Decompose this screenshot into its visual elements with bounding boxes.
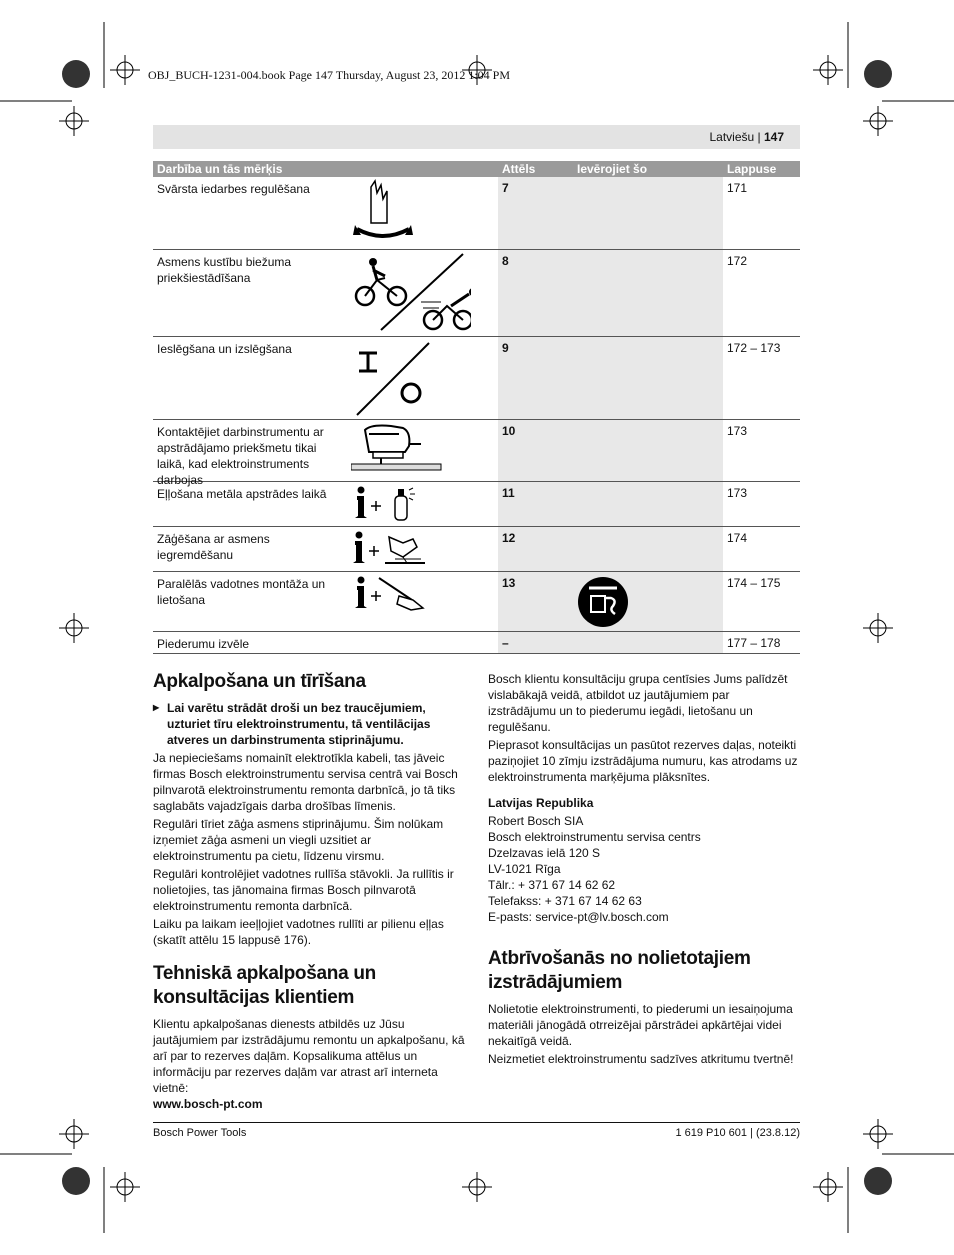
page-ref: 174 [723, 527, 800, 572]
country-heading: Latvijas Republika [488, 796, 594, 810]
address-line: Robert Bosch SIA [488, 814, 584, 828]
page-header: Latviešu | 147 [709, 130, 784, 144]
page-ref: 172 [723, 250, 800, 337]
jigsaw-contact-icon [351, 422, 443, 474]
figure-number: 7 [498, 177, 573, 250]
section-heading: Tehniskā apkalpošana un konsultācijas klientiem [153, 963, 376, 1008]
figure-number: – [498, 632, 573, 654]
table-row [153, 337, 800, 420]
stroke-rate-icon [351, 252, 471, 334]
action-text: Paralēlās vadotnes montāža un lietošana [157, 577, 326, 607]
page-ref: 177 – 178 [723, 632, 800, 654]
footer-left: Bosch Power Tools [153, 1127, 247, 1139]
table-row [153, 250, 800, 337]
figure-number: 10 [498, 420, 573, 482]
header-language: Latviešu [709, 130, 755, 144]
address-block [488, 813, 800, 925]
page-ref: 174 – 175 [723, 572, 800, 632]
address-line: LV-1021 Rīga [488, 862, 561, 876]
paragraph: Bosch klientu konsultāciju grupa centīsies Jums palīdzēt vislabākajā veidā, atbildot uz jautājumiem par izstrādājumu un to piederumu iegādi, lietošanu un regulēšanu. [488, 672, 788, 734]
table-row [153, 572, 800, 632]
paragraph: Ja nepieciešams nomainīt elektrotīkla kabeli, tas jāveic firmas Bosch elektroinstrumentu servisa centrā vai Bosch pilnvarotā elektroinstrumentu remonta darbnīcā, jo tā tiks saglabāts vajadzīgais darba drošības līmenis. [153, 751, 458, 813]
page-footer [153, 1122, 800, 1139]
section-heading: Atbrīvošanās no nolietotajiem izstrādājumiem [488, 948, 751, 993]
table-row [153, 177, 800, 250]
table-row [153, 527, 800, 572]
table-row [153, 632, 800, 654]
action-text: Zāģēšana ar asmens iegremdēšanu [157, 532, 270, 562]
address-line: Bosch elektroinstrumentu servisa centrs [488, 830, 701, 844]
page-ref: 171 [723, 177, 800, 250]
page-ref: 173 [723, 420, 800, 482]
bullet-note: ▶ Lai varētu strādāt droši un bez traucējumiem, uzturiet tīru elektroinstrumentu, tā ventilācijas atveres un darbinstrumenta stiprinājumu. [153, 700, 465, 748]
figure-number: 13 [498, 572, 573, 632]
action-text: Asmens kustību biežuma priekšiestādīšana [157, 255, 292, 285]
page-number: 147 [763, 130, 784, 144]
print-slug: OBJ_BUCH-1231-004.book Page 147 Thursday, August 23, 2012 1:04 PM [148, 68, 511, 82]
paragraph: Klientu apkalpošanas dienests atbildēs uz Jūsu jautājumiem par izstrādājumu remontu un apkalpošanu, kā arī par to rezerves daļām. Kopsalikuma attēlus un informāciju par rezerves daļām var atrast arī interneta vietnē: [153, 1017, 465, 1095]
action-text: Svārsta iedarbes regulēšana [157, 182, 310, 196]
left-column [153, 670, 465, 1114]
footer-right: 1 619 P10 601 | (23.8.12) [675, 1127, 800, 1139]
read-manual-icon [577, 576, 633, 628]
address-line: Telefakss: + 371 67 14 62 63 [488, 894, 642, 908]
action-text: Ieslēgšana un izslēgšana [157, 342, 292, 356]
address-line: E-pasts: service-pt@lv.bosch.com [488, 910, 669, 924]
table-row [153, 420, 800, 482]
figure-number: 11 [498, 482, 573, 527]
pendulum-action-icon [353, 179, 413, 243]
paragraph: Pieprasot konsultācijas un pasūtot rezerves daļas, noteikti paziņojiet 10 zīmju izstrādājuma numuru, kas atrodams uz elektroinstrumenta marķējuma plāksnītes. [488, 738, 798, 784]
action-text: Kontaktējiet darbinstrumentu ar apstrādājamo priekšmetu tikai laikā, kad elektroinstruments darbojas [157, 425, 324, 487]
section-heading: Apkalpošana un tīrīšana [153, 671, 366, 692]
paragraph: Regulāri tīriet zāģa asmens stiprinājumu. Šim nolūkam izņemiet zāģa asmeni un viegli uzsitiet ar elektroinstrumentu pa cietu, līdzenu virsmu. [153, 817, 444, 863]
paragraph: Nolietotie elektroinstrumenti, to piederumi un iesaiņojuma materiāli jānogādā otrreizējai pārstrādei apkārtējai videi nekaitīgā veidā. [488, 1002, 793, 1048]
right-column [488, 671, 800, 1069]
figure-number: 12 [498, 527, 573, 572]
on-off-icon [353, 339, 433, 417]
col-header: Ievērojiet šo [573, 161, 723, 177]
col-header: Attēls [498, 161, 573, 177]
page-header-bar [153, 125, 800, 149]
page-ref: 173 [723, 482, 800, 527]
table-header-row [153, 161, 800, 177]
col-header: Lappuse [723, 161, 800, 177]
figure-number: 9 [498, 337, 573, 420]
operations-table [153, 161, 800, 654]
address-line: Dzelzavas ielā 120 S [488, 846, 601, 860]
parallel-guide-icon [353, 574, 429, 614]
paragraph: Neizmetiet elektroinstrumentu sadzīves atkritumu tvertnē! [488, 1052, 794, 1066]
plunge-cut-icon [351, 529, 427, 569]
oil-spray-icon [353, 484, 419, 524]
paragraph: Regulāri kontrolējiet vadotnes rullīša stāvokli. Ja rullītis ir nolietojies, tas jānomaina firmas Bosch pilnvarotā elektroinstrumentu remonta darbnīcā. [153, 867, 454, 913]
website-link[interactable]: www.bosch-pt.com [153, 1097, 263, 1111]
page-ref: 172 – 173 [723, 337, 800, 420]
figure-number: 8 [498, 250, 573, 337]
action-text: Eļļošana metāla apstrādes laikā [157, 487, 327, 501]
table-row [153, 482, 800, 527]
action-text: Piederumu izvēle [157, 637, 250, 651]
address-line: Tālr.: + 371 67 14 62 62 [488, 878, 616, 892]
paragraph: Laiku pa laikam ieeļļojiet vadotnes rullīti ar pilienu eļļas (skatīt attēlu 15 lappusē 176). [153, 917, 444, 947]
col-header: Darbība un tās mērķis [153, 161, 498, 177]
